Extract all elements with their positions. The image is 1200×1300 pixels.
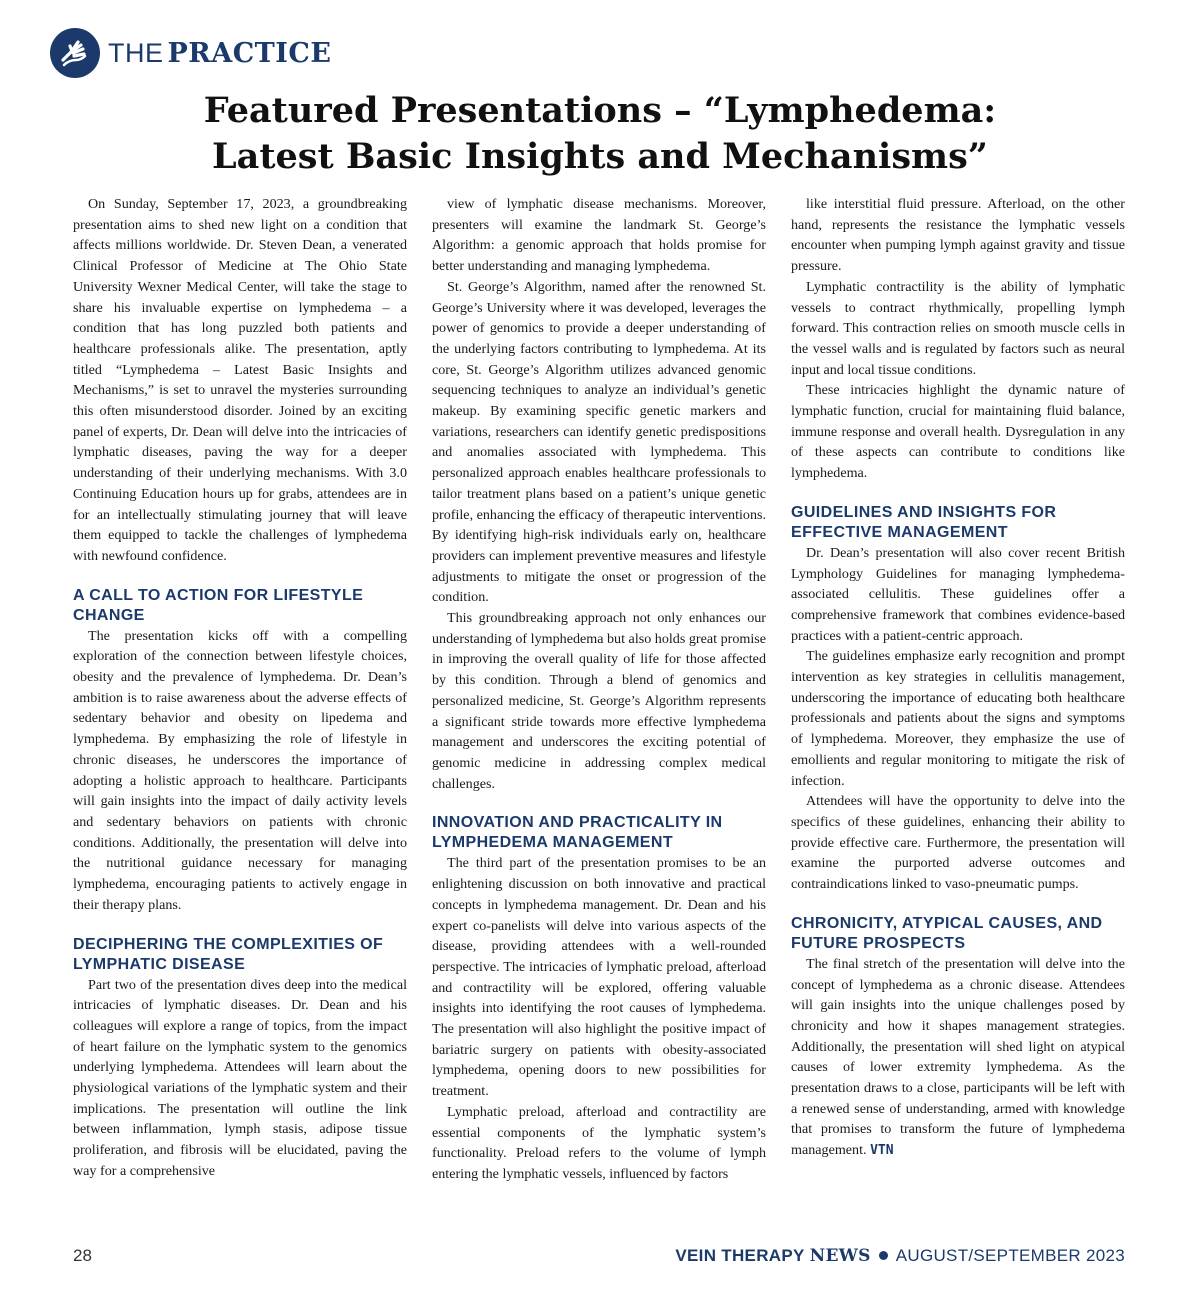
page-footer xyxy=(73,1244,1125,1268)
publication-name-news: NEWS xyxy=(809,1246,871,1266)
paragraph: Dr. Dean’s presentation will also cover recent British Lymphology Guidelines for managing lymphedema-associated cellulitis. These guidelines offer a comprehensive framework that combines evidence-based practices with a patient-centric approach. xyxy=(791,544,1125,644)
paragraph: On Sunday, September 17, 2023, a groundbreaking presentation aims to shed new light on a condition that affects millions worldwide. Dr. Steven Dean, a venerated Clinical Professor of Medicine at The Ohio State University Wexner Medical Center, will take the stage to share his invaluable expertise on lymphedema – a condition that has long puzzled both patients and healthcare professionals alike. The presentation, aptly titled “Lymphedema – Latest Basic Insights and Mechanisms,” is set to unravel the mysteries surrounding this often misunderstood disorder. Joined by an exciting panel of experts, Dr. Dean will delve into the intricacies of lymphatic diseases, paving the way for a deeper understanding of their underlying mechanisms. With 3.0 Continuing Education hours up for grabs, attendees are in for an intellectually stimulating journey that will leave them equipped to tackle the challenges of lymphedema with newfound confidence. xyxy=(73,196,407,564)
section-name-light: THE xyxy=(108,37,164,68)
column-2 xyxy=(432,194,766,1214)
paragraph: view of lymphatic disease mechanisms. Moreover, presenters will examine the landmark St. George’s Algorithm: a genomic approach that holds promise for better understanding and managing lymphedema. xyxy=(432,196,766,275)
subheading: GUIDELINES AND INSIGHTS FOR EFFECTIVE MANAGEMENT xyxy=(791,503,1057,541)
subheading: INNOVATION AND PRACTICALITY IN LYMPHEDEMA MANAGEMENT xyxy=(432,814,723,852)
issue-date: AUGUST/SEPTEMBER 2023 xyxy=(895,1246,1125,1265)
section-name-bold: PRACTICE xyxy=(167,37,332,69)
paragraph: Lymphatic contractility is the ability of lymphatic vessels to contract rhythmically, propelling lymph forward. This contraction relies on smooth muscle cells in the vessel walls and is regulated by factors such as neural input and local tissue conditions. xyxy=(791,278,1125,378)
paragraph: Part two of the presentation dives deep into the medical intricacies of lymphatic diseases. Dr. Dean and his colleagues will explore a range of topics, from the impact of heart failure on the lymphatic system to the genomics underlying lymphedema. Attendees will learn about the physiological variations of the lymphatic system and their implications. The presentation will outline the link between inflammation, lymph stasis, adipose tissue proliferation, and fibrosis will be elucidated, paving the way for a comprehensive xyxy=(73,976,407,1179)
paragraph: This groundbreaking approach not only enhances our understanding of lymphedema but also holds great promise in improving the overall quality of life for those affected by this condition. Through a blend of genomics and personalized medicine, St. George’s Algorithm represents a significant stride towards more effective lymphedema management and underscores the exciting potential of genomic medicine in addressing complex medical challenges. xyxy=(432,610,766,792)
column-1 xyxy=(73,194,407,1214)
article-body xyxy=(73,194,1125,1214)
paragraph: Lymphatic preload, afterload and contractility are essential components of the lymphatic system’s functionality. Preload refers to the volume of lymph entering the lymphatic vessels, influenced by factors xyxy=(432,1103,766,1182)
paragraph: like interstitial fluid pressure. Afterload, on the other hand, represents the resistance the lymphatic vessels encounter when pumping lymph against gravity and tissue pressure. xyxy=(791,196,1125,275)
title-line-1: Featured Presentations – “Lymphedema: xyxy=(203,90,997,131)
paragraph: These intricacies highlight the dynamic nature of lymphatic function, crucial for maintaining fluid balance, immune response and overall health. Dysregulation in any of these aspects can contribute to conditions like lymphedema. xyxy=(791,382,1125,482)
end-mark: VTN xyxy=(870,1143,894,1159)
paragraph: St. George’s Algorithm, named after the renowned St. George’s University where it was developed, leverages the power of genomics to provide a deeper understanding of the underlying factors contributing to lymphedema. At its core, St. George’s Algorithm utilizes advanced genomic sequencing techniques to analyze an individual’s genetic makeup. By examining specific genetic markers and variations, researchers can identify genetic predispositions and anomalies associated with lymphedema. This personalized approach enables healthcare professionals to tailor treatment plans based on a patient’s unique genetic profile, enhancing the efficacy of therapeutic interventions. By identifying high-risk individuals early on, healthcare providers can implement preventive measures and lifestyle adjustments to mitigate the onset or progression of the condition. xyxy=(432,278,766,606)
publication-name: VEIN THERAPY xyxy=(675,1246,805,1265)
paragraph xyxy=(791,954,1125,1162)
hand-icon xyxy=(58,36,92,70)
paragraph: The guidelines emphasize early recognition and prompt intervention as key strategies in cellulitis management, underscoring the importance of educating both healthcare professionals and patients about the signs and symptoms of lymphedema. Moreover, they emphasize the use of emollients and regular monitoring to mitigate the risk of infection. xyxy=(791,648,1125,789)
publication-info xyxy=(675,1246,1125,1266)
section-logo xyxy=(50,28,100,78)
subheading: CHRONICITY, ATYPICAL CAUSES, AND FUTURE PROSPECTS xyxy=(791,914,1103,952)
subheading: A CALL TO ACTION FOR LIFESTYLE CHANGE xyxy=(73,586,364,624)
paragraph: Attendees will have the opportunity to delve into the specifics of these guidelines, enhancing their ability to provide effective care. Furthermore, the presentation will examine the purported adverse outcomes and contraindications linked to vaso-pneumatic pumps. xyxy=(791,793,1125,893)
title-line-2: Latest Basic Insights and Mechanisms” xyxy=(212,136,988,177)
column-3 xyxy=(791,194,1125,1214)
paragraph: The third part of the presentation promises to be an enlightening discussion on both innovative and practical concepts in lymphedema management. Dr. Dean and his expert co-panelists will delve into various aspects of the disease, providing attendees with a well-rounded perspective. The intricacies of lymphatic preload, afterload and contractility will be explored, offering valuable insights into identifying the root causes of lymphedema. The presentation will also highlight the positive impact of bariatric surgery on patients with obesity-associated lymphedema, opening doors to new possibilities for treatment. xyxy=(432,855,766,1100)
paragraph: The presentation kicks off with a compelling exploration of the connection between lifestyle choices, obesity and the prevalence of lymphedema. Dr. Dean’s ambition is to raise awareness about the adverse effects of sedentary behavior and obesity on lipedema and lymphedema. By emphasizing the role of lifestyle in chronic diseases, he underscores the importance of adopting a holistic approach to healthcare. Participants will gain insights into the impact of daily activity levels and sedentary behaviors on patients with chronic conditions. Additionally, the presentation will delve into the nutritional guidance necessary for managing lymphedema, encouraging patients to actively engage in their therapy plans. xyxy=(73,627,407,913)
bullet-dot-icon xyxy=(879,1251,888,1260)
section-header xyxy=(50,28,331,78)
paragraph-text: The final stretch of the presentation will delve into the concept of lymphedema as a chronic disease. Attendees will gain insights into the unique challenges posed by chronicity and how it shapes management strategies. Additionally, the presentation will shed light on atypical causes of lower extremity lymphedema. As the presentation draws to a close, participants will be left with a renewed sense of understanding, armed with knowledge that promises to transform the future of lymphedema management. xyxy=(791,955,1125,1159)
page-number: 28 xyxy=(73,1246,92,1265)
subheading: DECIPHERING THE COMPLEXITIES OF LYMPHATIC DISEASE xyxy=(73,935,384,973)
article-title xyxy=(0,88,1200,180)
section-name xyxy=(108,38,331,69)
